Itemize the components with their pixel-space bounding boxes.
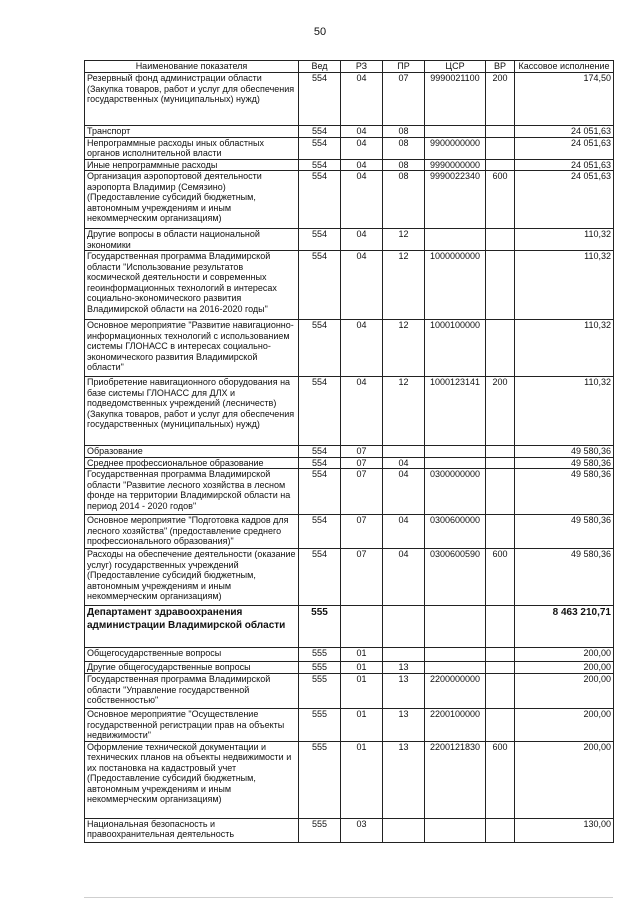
row-csr: 0300000000 [425, 469, 486, 515]
row-vr: 600 [486, 171, 515, 229]
row-ved: 555 [299, 606, 341, 648]
row-rz: 01 [341, 741, 383, 818]
table-row [85, 229, 614, 251]
row-pr [383, 648, 425, 662]
row-vr [486, 137, 515, 159]
row-ved: 555 [299, 818, 341, 842]
row-name: Другие вопросы в области национальной экономики [85, 229, 299, 251]
row-ved: 554 [299, 137, 341, 159]
row-vr [486, 457, 515, 469]
row-pr: 08 [383, 159, 425, 171]
row-pr: 04 [383, 549, 425, 606]
row-amount: 200,00 [515, 648, 614, 662]
row-vr [486, 648, 515, 662]
row-vr [486, 709, 515, 742]
row-amount: 174,50 [515, 73, 614, 126]
row-rz: 07 [341, 549, 383, 606]
row-rz: 04 [341, 251, 383, 320]
row-amount: 200,00 [515, 709, 614, 742]
row-ved: 554 [299, 469, 341, 515]
header-rz: РЗ [341, 61, 383, 73]
row-vr: 200 [486, 73, 515, 126]
row-rz: 04 [341, 377, 383, 446]
row-rz: 01 [341, 662, 383, 674]
row-csr [425, 457, 486, 469]
row-rz: 04 [341, 229, 383, 251]
row-amount: 24 051,63 [515, 171, 614, 229]
row-amount: 110,32 [515, 377, 614, 446]
row-vr [486, 818, 515, 842]
row-rz: 04 [341, 320, 383, 377]
table-row [85, 251, 614, 320]
row-name: Транспорт [85, 126, 299, 138]
row-csr: 9900000000 [425, 137, 486, 159]
row-pr [383, 818, 425, 842]
row-rz: 04 [341, 73, 383, 126]
row-vr: 200 [486, 377, 515, 446]
row-pr: 13 [383, 674, 425, 709]
row-csr [425, 126, 486, 138]
row-csr [425, 648, 486, 662]
row-vr [486, 126, 515, 138]
header-csr: ЦСР [425, 61, 486, 73]
row-name: Резервный фонд администрации области (Закупка товаров, работ и услуг для обеспечения государственных (муниципальных) нужд) [85, 73, 299, 126]
budget-execution-table [84, 60, 614, 843]
row-pr: 04 [383, 515, 425, 549]
row-amount: 8 463 210,71 [515, 606, 614, 648]
row-rz: 04 [341, 159, 383, 171]
row-pr [383, 446, 425, 458]
row-vr [486, 674, 515, 709]
header-ved: Вед [299, 61, 341, 73]
row-name: Другие общегосударственные вопросы [85, 662, 299, 674]
row-name: Общегосударственные вопросы [85, 648, 299, 662]
page-edge-line [84, 897, 613, 898]
row-amount: 49 580,36 [515, 446, 614, 458]
row-name: Основное мероприятие "Осуществление государственной регистрации прав на объекты недвижимости" [85, 709, 299, 742]
row-name: Национальная безопасность и правоохранительная деятельность [85, 818, 299, 842]
row-vr [486, 159, 515, 171]
row-name: Расходы на обеспечение деятельности (оказание услуг) государственных учреждений (Предоставление субсидий бюджетным, автономным учреждениям и иным некоммерческим организациям) [85, 549, 299, 606]
row-ved: 554 [299, 229, 341, 251]
row-ved: 555 [299, 662, 341, 674]
header-pr: ПР [383, 61, 425, 73]
row-ved: 555 [299, 674, 341, 709]
table-row [85, 648, 614, 662]
row-name: Основное мероприятие "Развитие навигационно-информационных технологий с использованием системы ГЛОНАСС в интересах социально-экономического развития Владимирской области" [85, 320, 299, 377]
row-pr: 13 [383, 662, 425, 674]
table-row [85, 674, 614, 709]
row-csr [425, 818, 486, 842]
row-pr: 12 [383, 251, 425, 320]
table-row [85, 377, 614, 446]
table-row [85, 137, 614, 159]
row-vr [486, 662, 515, 674]
row-rz: 04 [341, 171, 383, 229]
row-csr: 2200100000 [425, 709, 486, 742]
row-csr: 1000000000 [425, 251, 486, 320]
row-pr: 12 [383, 377, 425, 446]
row-csr: 9990022340 [425, 171, 486, 229]
row-vr [486, 229, 515, 251]
table-row [85, 606, 614, 648]
row-amount: 130,00 [515, 818, 614, 842]
table-row [85, 446, 614, 458]
row-pr: 04 [383, 457, 425, 469]
table-row [85, 171, 614, 229]
row-csr [425, 662, 486, 674]
row-csr [425, 446, 486, 458]
row-pr: 04 [383, 469, 425, 515]
row-rz: 07 [341, 515, 383, 549]
row-name: Оформление технической документации и технических планов на объекты недвижимости и их постановка на кадастровый учет (Предоставление субсидий бюджетным, автономным учреждениям и иным некоммерческим организациям) [85, 741, 299, 818]
row-amount: 49 580,36 [515, 549, 614, 606]
row-rz: 07 [341, 446, 383, 458]
row-csr: 0300600000 [425, 515, 486, 549]
row-ved: 554 [299, 159, 341, 171]
row-name: Иные непрограммные расходы [85, 159, 299, 171]
row-pr: 13 [383, 741, 425, 818]
row-ved: 554 [299, 320, 341, 377]
row-amount: 49 580,36 [515, 469, 614, 515]
row-vr [486, 515, 515, 549]
row-ved: 554 [299, 549, 341, 606]
row-rz: 01 [341, 709, 383, 742]
row-pr: 08 [383, 126, 425, 138]
row-amount: 110,32 [515, 320, 614, 377]
row-rz: 04 [341, 126, 383, 138]
row-pr: 13 [383, 709, 425, 742]
row-rz: 04 [341, 137, 383, 159]
row-pr: 08 [383, 171, 425, 229]
row-pr: 07 [383, 73, 425, 126]
table-row [85, 818, 614, 842]
row-name: Государственная программа Владимирской области "Управление государственной собственностью" [85, 674, 299, 709]
row-name: Среднее профессиональное образование [85, 457, 299, 469]
table-row [85, 709, 614, 742]
row-amount: 24 051,63 [515, 159, 614, 171]
row-name: Непрограммные расходы иных областных органов исполнительной власти [85, 137, 299, 159]
table-row [85, 549, 614, 606]
row-amount: 24 051,63 [515, 137, 614, 159]
row-name: Образование [85, 446, 299, 458]
row-amount: 49 580,36 [515, 515, 614, 549]
row-vr: 600 [486, 741, 515, 818]
table-header-row [85, 61, 614, 73]
row-csr: 1000123141 [425, 377, 486, 446]
row-ved: 554 [299, 457, 341, 469]
row-vr [486, 469, 515, 515]
row-csr: 9990000000 [425, 159, 486, 171]
row-ved: 554 [299, 446, 341, 458]
row-ved: 554 [299, 171, 341, 229]
table-row [85, 741, 614, 818]
row-csr: 2200121830 [425, 741, 486, 818]
row-ved: 554 [299, 251, 341, 320]
row-csr: 9990021100 [425, 73, 486, 126]
table-row [85, 662, 614, 674]
table-row [85, 457, 614, 469]
table-row [85, 126, 614, 138]
row-pr: 08 [383, 137, 425, 159]
row-pr: 12 [383, 229, 425, 251]
header-vr: ВР [486, 61, 515, 73]
row-amount: 110,32 [515, 251, 614, 320]
row-name: Департамент здравоохранения администрации Владимирской области [85, 606, 299, 648]
header-indicator-name: Наименование показателя [85, 61, 299, 73]
row-ved: 555 [299, 709, 341, 742]
row-name: Приобретение навигационного оборудования на базе системы ГЛОНАСС для ДЛХ и подведомственных учреждений (лесничеств) (Закупка товаров, работ и услуг для обеспечения государственных (муниципальных) нужд) [85, 377, 299, 446]
row-name: Государственная программа Владимирской области "Развитие лесного хозяйства в лесном фонде на территории Владимирской области на период 2014 - 2020 годов" [85, 469, 299, 515]
row-amount: 200,00 [515, 662, 614, 674]
row-csr [425, 606, 486, 648]
table-row [85, 159, 614, 171]
row-vr [486, 606, 515, 648]
row-amount: 49 580,36 [515, 457, 614, 469]
row-ved: 555 [299, 648, 341, 662]
header-cash-execution: Кассовое исполнение [515, 61, 614, 73]
page-number: 50 [313, 26, 327, 38]
row-amount: 200,00 [515, 741, 614, 818]
row-ved: 554 [299, 515, 341, 549]
table-row [85, 515, 614, 549]
row-rz: 03 [341, 818, 383, 842]
row-vr [486, 320, 515, 377]
row-pr [383, 606, 425, 648]
table-row [85, 469, 614, 515]
row-csr: 1000100000 [425, 320, 486, 377]
row-rz: 01 [341, 648, 383, 662]
row-amount: 110,32 [515, 229, 614, 251]
row-vr: 600 [486, 549, 515, 606]
row-rz [341, 606, 383, 648]
row-rz: 07 [341, 469, 383, 515]
row-csr [425, 229, 486, 251]
row-vr [486, 251, 515, 320]
row-rz: 01 [341, 674, 383, 709]
row-name: Основное мероприятие "Подготовка кадров для лесного хозяйства" (предоставление среднего профессионального образования)" [85, 515, 299, 549]
row-amount: 24 051,63 [515, 126, 614, 138]
row-ved: 554 [299, 377, 341, 446]
table-row [85, 73, 614, 126]
row-ved: 555 [299, 741, 341, 818]
row-ved: 554 [299, 126, 341, 138]
row-pr: 12 [383, 320, 425, 377]
row-name: Государственная программа Владимирской области "Использование результатов космической деятельности и современных геоинформационных технологий в интересах социально-экономического развития Владимирской области на 2016-2020 годы" [85, 251, 299, 320]
table-row [85, 320, 614, 377]
row-name: Организация аэропортовой деятельности аэропорта Владимир (Семязино) (Предоставление субсидий бюджетным, автономным учреждениям и иным некоммерческим организациям) [85, 171, 299, 229]
row-amount: 200,00 [515, 674, 614, 709]
row-csr: 0300600590 [425, 549, 486, 606]
row-csr: 2200000000 [425, 674, 486, 709]
row-ved: 554 [299, 73, 341, 126]
row-vr [486, 446, 515, 458]
row-rz: 07 [341, 457, 383, 469]
